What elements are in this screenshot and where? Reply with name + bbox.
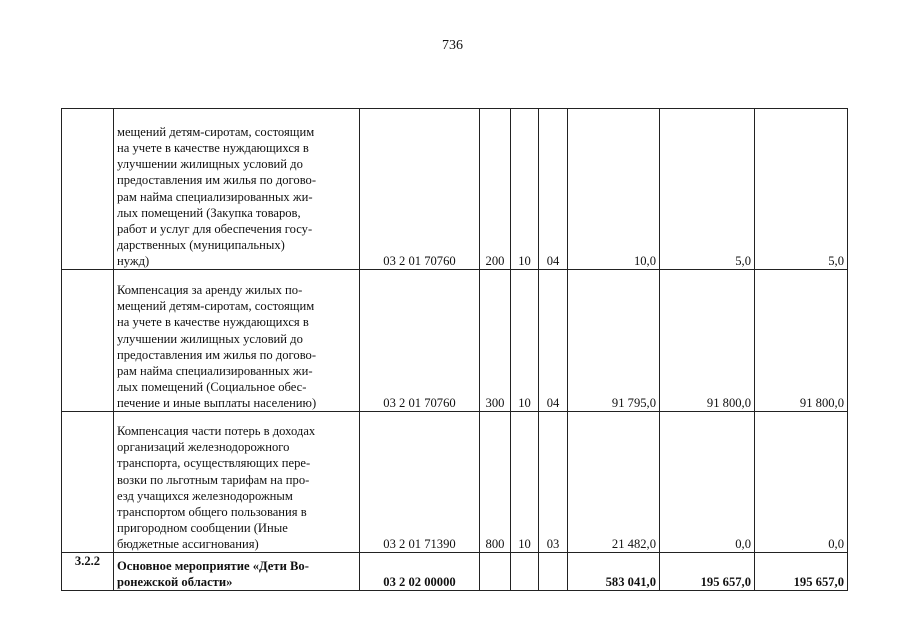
amount-year-3: 5,0 (755, 109, 848, 270)
section-code: 10 (511, 270, 539, 412)
amount-year-2: 0,0 (660, 412, 755, 553)
row-number (62, 412, 114, 553)
amount-year-1: 10,0 (568, 109, 660, 270)
table-row (62, 109, 848, 270)
amount-year-1: 583 041,0 (568, 553, 660, 591)
amount-year-3: 91 800,0 (755, 270, 848, 412)
amount-year-2: 5,0 (660, 109, 755, 270)
subsection-code (539, 553, 568, 591)
subsection-code: 03 (539, 412, 568, 553)
row-description: Основное мероприятие «Дети Во- ронежской области» (114, 553, 360, 591)
expense-type-code (480, 553, 511, 591)
section-code: 10 (511, 412, 539, 553)
amount-year-3: 195 657,0 (755, 553, 848, 591)
section-code (511, 553, 539, 591)
section-code: 10 (511, 109, 539, 270)
target-article-code: 03 2 01 71390 (360, 412, 480, 553)
row-number (62, 270, 114, 412)
table-row (62, 553, 848, 591)
row-number: 3.2.2 (62, 553, 114, 591)
target-article-code: 03 2 01 70760 (360, 270, 480, 412)
budget-table (61, 108, 848, 591)
table-row (62, 412, 848, 553)
table-row (62, 270, 848, 412)
subsection-code: 04 (539, 270, 568, 412)
row-description: Компенсация за аренду жилых по- мещений детям-сиротам, состоящим на учете в качестве нуждающихся в улучшении жилищных условий до предоставления им жилья по догово- рам найма специализированных жи- лых помещений (Социальное обес- печение и иные выплаты населению) (114, 270, 360, 412)
amount-year-1: 21 482,0 (568, 412, 660, 553)
expense-type-code: 300 (480, 270, 511, 412)
amount-year-2: 195 657,0 (660, 553, 755, 591)
row-description: Компенсация части потерь в доходах организаций железнодорожного транспорта, осуществляющих пере- возки по льготным тарифам на про- езд учащихся железнодорожным транспортом общего пользования в пригородном сообщении (Иные бюджетные ассигнования) (114, 412, 360, 553)
expense-type-code: 800 (480, 412, 511, 553)
expense-type-code: 200 (480, 109, 511, 270)
target-article-code: 03 2 02 00000 (360, 553, 480, 591)
row-description: мещений детям-сиротам, состоящим на учете в качестве нуждающихся в улучшении жилищных условий до предоставления им жилья по догово- рам найма специализированных жи- лых помещений (Закупка товаров, работ и услуг для обеспечения госу- дарственных (муниципальных) нужд) (114, 109, 360, 270)
page-number: 736 (442, 38, 463, 53)
target-article-code: 03 2 01 70760 (360, 109, 480, 270)
subsection-code: 04 (539, 109, 568, 270)
row-number (62, 109, 114, 270)
amount-year-3: 0,0 (755, 412, 848, 553)
amount-year-2: 91 800,0 (660, 270, 755, 412)
amount-year-1: 91 795,0 (568, 270, 660, 412)
